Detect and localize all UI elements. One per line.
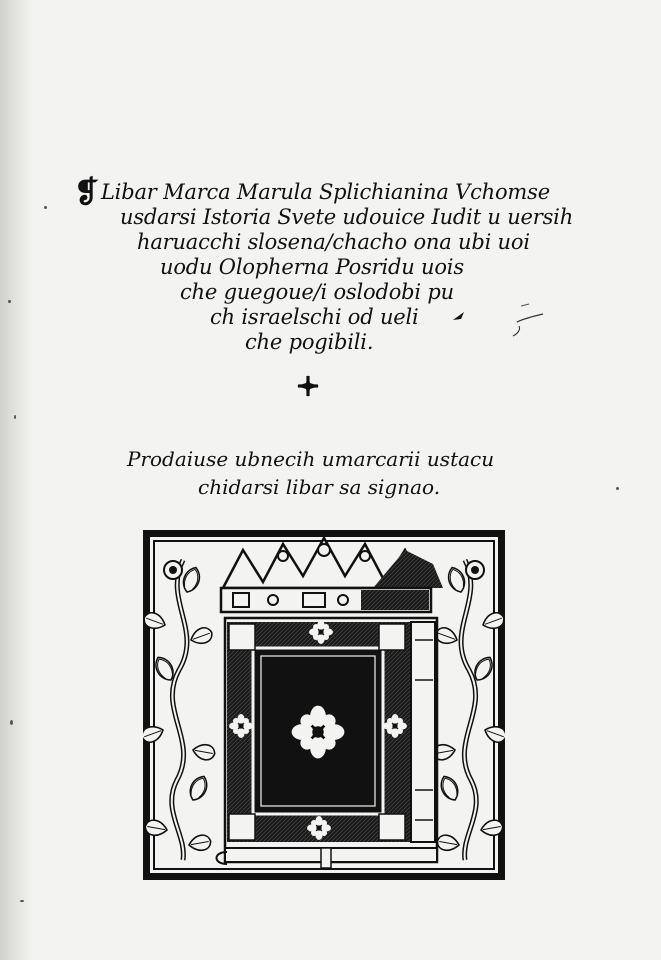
paper-speck <box>10 720 13 725</box>
pen-mark-icon <box>505 300 547 340</box>
printer-device-woodcut <box>143 530 505 880</box>
pilcrow-icon: ❡ <box>74 175 99 210</box>
title-line-7: che pogibili. <box>245 330 374 354</box>
ink-blot-icon <box>452 310 466 322</box>
title-line-5: che guegoue/i oslodobi pu <box>180 280 454 304</box>
colophon-line-2: chidarsi libar sa signao. <box>198 475 441 499</box>
title-line-2: usdarsi Istoria Svete udouice Iudit u uersih <box>120 205 574 229</box>
title-line-4: uodu Olopherna Posridu uois <box>160 255 464 279</box>
paper-speck <box>616 487 619 490</box>
paper-speck <box>8 300 11 303</box>
title-line-3: haruacchi slosena/chacho ona ubi uoi <box>137 230 530 254</box>
paper-speck <box>14 415 16 419</box>
paper-speck <box>20 900 24 902</box>
title-line-1 <box>74 175 550 210</box>
page-gutter-shadow <box>0 0 34 960</box>
paper-speck <box>44 206 47 209</box>
cross-pattee-icon <box>296 374 320 398</box>
colophon-line-1: Prodaiuse ubnecih umarcarii ustacu <box>127 447 495 471</box>
title-line-6: ch israelschi od ueli <box>210 305 419 329</box>
title-line-1-text: Libar Marca Marula Splichianina Vchomse <box>100 180 550 204</box>
